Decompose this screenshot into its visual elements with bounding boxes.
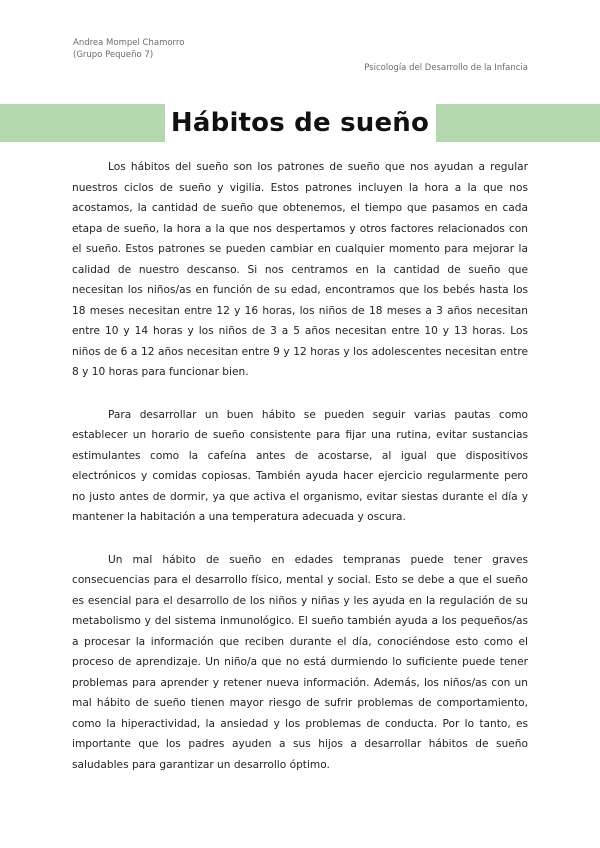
course-name: Psicología del Desarrollo de la Infancia — [364, 63, 528, 73]
paragraph-2: Para desarrollar un buen hábito se pueden seguir varias pautas como establecer un horario de sueño consistente para fijar una rutina, evitar sustancias estimulantes como la cafeína antes de acostarse, al igual que dispositivos electrónicos y comidas copiosas. También ayuda hacer ejercicio regularmente pero no justo antes de dormir, ya que activa el organismo, evitar siestas durante el día y mantener la habitación a una temperatura adecuada y oscura. — [72, 408, 528, 523]
author-block — [73, 37, 184, 61]
paragraph-3: Un mal hábito de sueño en edades tempranas puede tener graves consecuencias para el desarrollo físico, mental y social. Esto se debe a que el sueño es esencial para el desarrollo de los niños y niñas y les ayuda en la regulación de su metabolismo y del sistema inmunológico. El sueño también ayuda a los pequeños/as a procesar la información que reciben durante el día, conociéndose esto como el proceso de aprendizaje. Un niño/a que no está durmiendo lo suficiente puede tener problemas para aprender y retener nueva información. Además, los niños/as con un mal hábito de sueño tienen mayor riesgo de sufrir problemas de comportamiento, como la hiperactividad, la ansiedad y los problemas de conducta. Por lo tanto, es importante que los padres ayuden a sus hijos a desarrollar hábitos de sueño saludables para garantizar un desarrollo óptimo. — [72, 553, 528, 771]
page-title: Hábitos de sueño — [170, 108, 430, 138]
title-banner — [0, 104, 600, 142]
author-name: Andrea Mompel Chamorro — [73, 38, 185, 48]
author-group: (Grupo Pequeño 7) — [73, 50, 154, 60]
paragraph-1: Los hábitos del sueño son los patrones de sueño que nos ayudan a regular nuestros ciclos de sueño y vigilia. Estos patrones incluyen la hora a la que nos acostamos, la cantidad de sueño que obtenemos, el tiempo que pasamos en cada etapa de sueño, la hora a la que nos despertamos y otros factores relacionados con el sueño. Estos patrones se pueden cambiar en cualquier momento para mejorar la calidad de nuestro descanso. Si nos centramos en la cantidad de sueño que necesitan los niños/as en función de su edad, encontramos que los bebés hasta los 18 meses necesitan entre 12 y 16 horas, los niños de 18 meses a 3 años necesitan entre 10 y 14 horas y los niños de 3 a 5 años necesitan entre 10 y 13 horas. Los niños de 6 a 12 años necesitan entre 9 y 12 horas y los adolescentes necesitan entre 8 y 10 horas para funcionar bien. — [72, 161, 528, 378]
document-body — [72, 157, 528, 797]
